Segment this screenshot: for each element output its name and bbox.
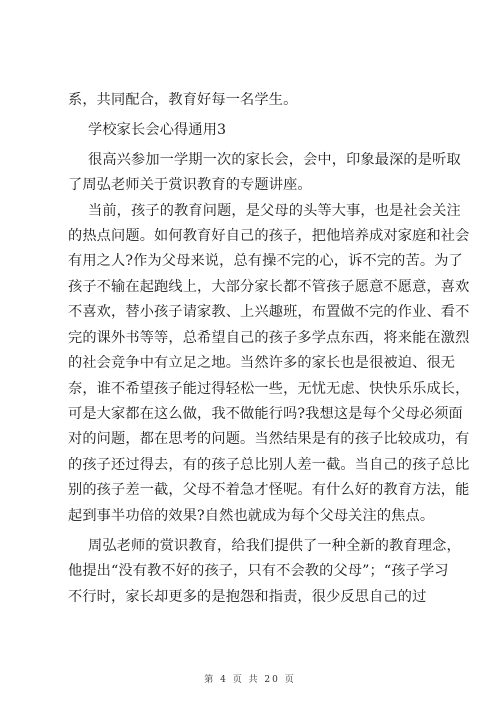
paragraph-line: 他提出“没有教不好的孩子，只有不会教的父母”；“孩子学习 — [68, 563, 449, 579]
paragraph-line: 孩子不输在起跑线上，大部分家长都不管孩子愿意不愿意，喜欢 — [68, 279, 470, 295]
paragraph-line: 了周弘老师关于赏识教育的专题讲座。 — [68, 177, 312, 193]
paragraph-line: 的孩子还过得去，有的孩子总比别人差一截。当自己的孩子总比 — [68, 457, 470, 473]
paragraph-line: 可是大家都在这么做，我不做能行吗?我想这是每个父母必须面 — [68, 406, 463, 422]
paragraph-line: 的热点问题。如何教育好自己的孩子，把他培养成对家庭和社会 — [68, 228, 470, 244]
paragraph-line: 起到事半功倍的效果?自然也就成为每个父母关注的焦点。 — [68, 508, 435, 524]
paragraph-line: 不行时，家长却更多的是抱怨和指责，很少反思自己的过 — [68, 589, 427, 605]
paragraph-line: 完的课外书等等，总希望自己的孩子多学点东西，将来能在激烈 — [68, 330, 470, 346]
paragraph-line: 不喜欢，替小孩子请家教、上兴趣班，布置做不完的作业、看不 — [68, 304, 470, 320]
paragraph-line: 当前，孩子的教育问题，是父母的头等大事，也是社会关注 — [88, 203, 461, 219]
paragraph-line: 系，共同配合，教育好每一名学生。 — [68, 92, 298, 108]
section-heading: 学校家长会心得通用3 — [88, 122, 227, 138]
paragraph-line: 奈，谁不希望孩子能过得轻松一些，无忧无虑、快快乐乐成长， — [68, 381, 470, 397]
paragraph-line: 有用之人?作为父母来说，总有操不完的心，诉不完的苦。为了 — [68, 253, 463, 269]
paragraph-line: 很高兴参加一学期一次的家长会，会中，印象最深的是听取 — [88, 152, 461, 168]
page-number-footer: 第 4 页 共 20 页 — [204, 675, 296, 685]
paragraph-line: 别的孩子差一截，父母不着急才怪呢。有什么好的教育方法，能 — [68, 482, 470, 498]
paragraph-line: 周弘老师的赏识教育，给我们提供了一种全新的教育理念， — [88, 538, 461, 554]
paragraph-line: 对的问题，都在思考的问题。当然结果是有的孩子比较成功，有 — [68, 431, 470, 447]
paragraph-line: 的社会竞争中有立足之地。当然许多的家长也是很被迫、很无 — [68, 355, 456, 371]
